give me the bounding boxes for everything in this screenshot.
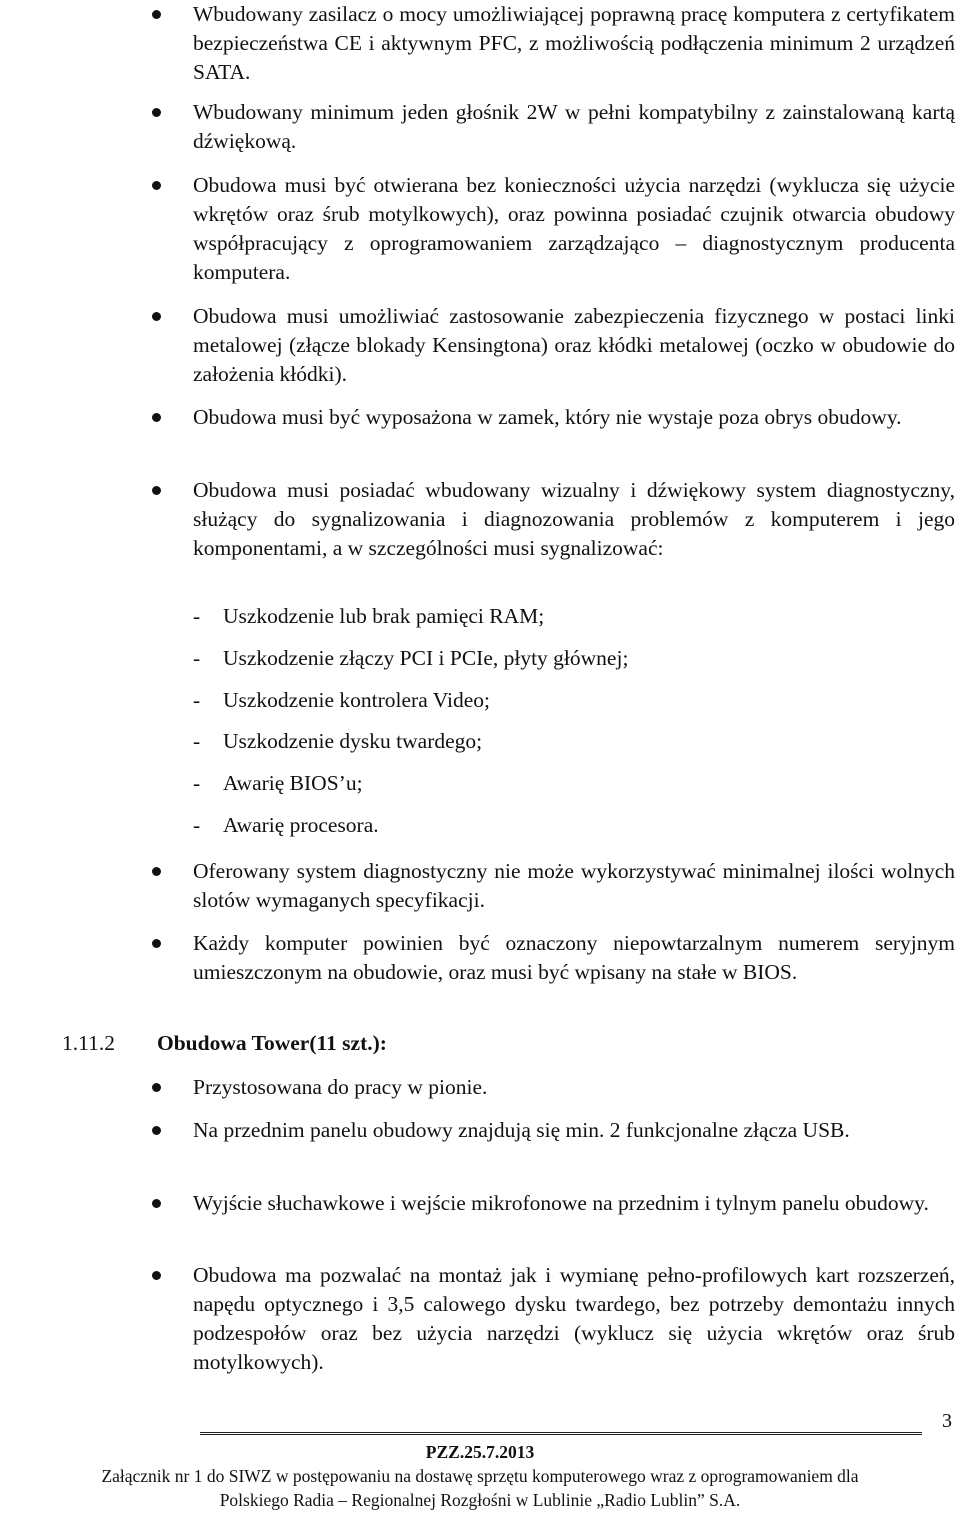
- list-item: - Awarię procesora.: [193, 811, 628, 853]
- bullet-icon: [152, 486, 161, 495]
- footer-line-1: Załącznik nr 1 do SIWZ w postępowaniu na dostawę sprzętu komputerowego wraz z oprogramowaniem dla: [101, 1466, 859, 1486]
- list-item: Wyjście słuchawkowe i wejście mikrofonowe na przednim i tylnym panelu obudowy.: [0, 1189, 955, 1218]
- bullet-icon: [152, 1126, 161, 1135]
- bullet-icon: [152, 1199, 161, 1208]
- bullet-icon: [152, 867, 161, 876]
- list-item: - Uszkodzenie złączy PCI i PCIe, płyty głównej;: [193, 644, 628, 686]
- list-item: - Awarię BIOS’u;: [193, 769, 628, 811]
- list-item: - Uszkodzenie kontrolera Video;: [193, 686, 628, 728]
- list-item: Obudowa ma pozwalać na montaż jak i wymianę pełno-profilowych kart rozszerzeń, napędu optycznego i 3,5 calowego dysku twardego, bez potrzeby demontażu innych podzespołów oraz bez użycia narzędzi (wyklucz się użycia wkrętów oraz śrub motylkowych).: [0, 1261, 955, 1377]
- section-heading: [62, 1029, 387, 1058]
- bullet-icon: [152, 108, 161, 117]
- dash-icon: -: [193, 687, 201, 712]
- bullet-icon: [152, 10, 161, 19]
- footer-divider: [200, 1432, 922, 1435]
- dash-icon: -: [193, 604, 201, 628]
- list-item: Oferowany system diagnostyczny nie może wykorzystywać minimalnej ilości wolnych slotów wymaganych specyfikacji.: [0, 857, 955, 915]
- list-item: Przystosowana do pracy w pionie.: [0, 1073, 955, 1102]
- dash-icon: -: [193, 812, 201, 837]
- diagnostic-signals-list: [193, 602, 628, 853]
- document-code: PZZ.25.7.2013: [425, 1442, 535, 1462]
- bullet-icon: [152, 939, 161, 948]
- footer-line-2: Polskiego Radia – Regionalnej Rozgłośni w Lublinie „Radio Lublin” S.A.: [219, 1490, 741, 1510]
- list-item: Każdy komputer powinien być oznaczony niepowtarzalnym numerem seryjnym umieszczonym na obudowie, oraz musi być wpisany na stałe w BIOS.: [0, 929, 955, 987]
- bullet-icon: [152, 413, 161, 422]
- list-item: Obudowa musi posiadać wbudowany wizualny i dźwiękowy system diagnostyczny, służący do sygnalizowania i diagnozowania problemów z komputerem i jego komponentami, a w szczególności musi sygnalizować:: [0, 476, 955, 563]
- section-title: Obudowa Tower(11 szt.):: [157, 1031, 387, 1055]
- list-item: Obudowa musi być otwierana bez konieczności użycia narzędzi (wyklucza się użycie wkrętów oraz śrub motylkowych), oraz powinna posiadać czujnik otwarcia obudowy współpracujący z oprogramowaniem zarządzająco – diagnostycznym producenta komputera.: [0, 171, 955, 287]
- bullet-icon: [152, 1271, 161, 1280]
- dash-icon: -: [193, 771, 201, 796]
- list-item: - Uszkodzenie dysku twardego;: [193, 727, 628, 769]
- list-item: Wbudowany zasilacz o mocy umożliwiającej poprawną pracę komputera z certyfikatem bezpieczeństwa CE i aktywnym PFC, z możliwością podłączenia minimum 2 urządzeń SATA.: [0, 0, 955, 87]
- list-item: Na przednim panelu obudowy znajdują się min. 2 funkcjonalne złącza USB.: [0, 1116, 955, 1145]
- dash-icon: -: [193, 729, 201, 754]
- bullet-icon: [152, 1083, 161, 1092]
- section-number: 1.11.2: [62, 1031, 115, 1055]
- page-footer: [0, 1440, 960, 1512]
- list-item: - Uszkodzenie lub brak pamięci RAM;: [193, 602, 628, 644]
- list-item: Obudowa musi być wyposażona w zamek, który nie wystaje poza obrys obudowy.: [0, 403, 955, 432]
- page-number: 3: [942, 1410, 952, 1432]
- list-item: Obudowa musi umożliwiać zastosowanie zabezpieczenia fizycznego w postaci linki metalowej (złącze blokady Kensingtona) oraz kłódki metalowej (oczko w obudowie do założenia kłódki).: [0, 302, 955, 389]
- bullet-icon: [152, 312, 161, 321]
- list-item: Wbudowany minimum jeden głośnik 2W w pełni kompatybilny z zainstalowaną kartą dźwiękową.: [0, 98, 955, 156]
- bullet-icon: [152, 181, 161, 190]
- dash-icon: -: [193, 645, 201, 670]
